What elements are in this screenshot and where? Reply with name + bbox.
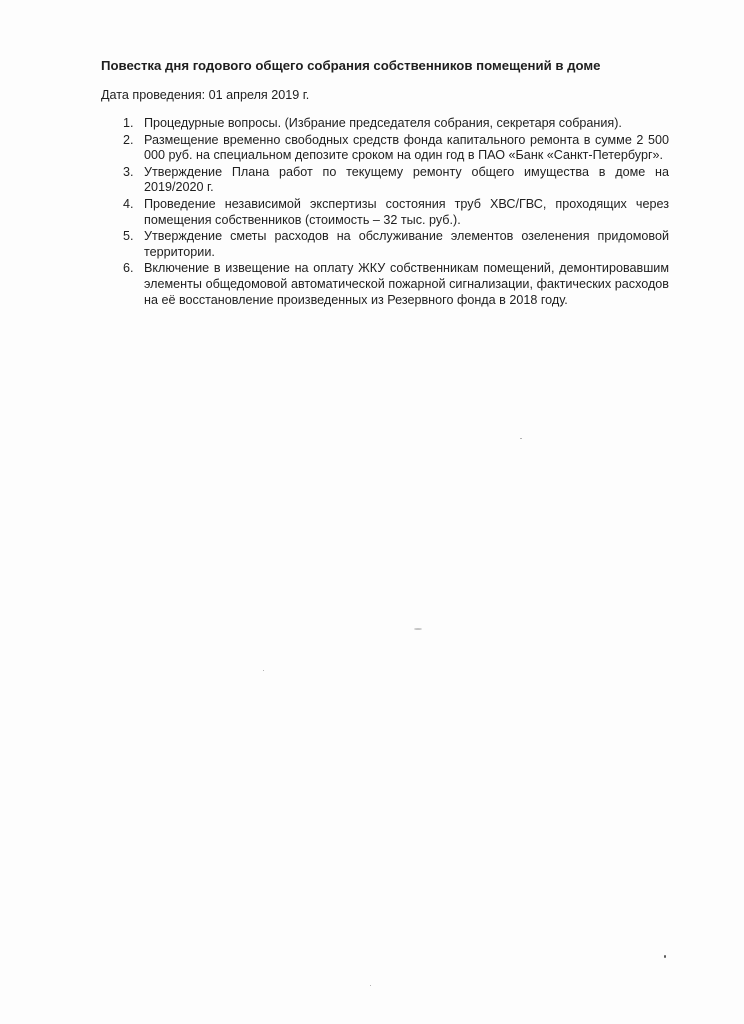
agenda-item-text: Утверждение Плана работ по текущему ремонту общего имущества в доме на 2019/2020 г. xyxy=(144,164,669,195)
agenda-item-text: Включение в извещение на оплату ЖКУ собственникам помещений, демонтировавшим элементы общедомовой автоматической пожарной сигнализации, фактических расходов на её восстановление произведенных из Резервного фонда в 2018 году. xyxy=(144,261,669,307)
agenda-item xyxy=(101,197,669,228)
agenda-item-text: Процедурные вопросы. (Избрание председателя собрания, секретаря собрания). xyxy=(144,116,622,130)
agenda-item-number: 1. xyxy=(123,116,134,130)
scan-speck xyxy=(520,438,522,439)
meeting-date: Дата проведения: 01 апреля 2019 г. xyxy=(101,88,310,102)
agenda-item-number: 4. xyxy=(123,196,134,211)
agenda-item-text: Утверждение сметы расходов на обслуживание элементов озеленения придомовой территории. xyxy=(144,229,669,259)
agenda-item-number: 3. xyxy=(123,164,134,179)
scan-speck xyxy=(263,670,264,671)
agenda-item xyxy=(101,133,669,164)
agenda-item-text: Проведение независимой экспертизы состояния труб ХВС/ГВС, проходящих через помещения собственников (стоимость – 32 тыс. руб.). xyxy=(144,196,669,227)
document-title: Повестка дня годового общего собрания собственников помещений в доме xyxy=(101,58,601,73)
agenda-list xyxy=(101,116,669,309)
scan-speck xyxy=(370,985,371,986)
agenda-item xyxy=(101,261,669,308)
agenda-item xyxy=(101,165,669,196)
agenda-item-number: 6. xyxy=(123,261,134,276)
agenda-item xyxy=(101,229,669,260)
agenda-item xyxy=(101,116,669,132)
agenda-item-text: Размещение временно свободных средств фонда капитального ремонта в сумме 2 500 000 руб. на специальном депозите сроком на один год в ПАО «Банк «Санкт-Петербург». xyxy=(144,132,669,163)
agenda-item-number: 5. xyxy=(123,229,134,244)
agenda-item-number: 2. xyxy=(123,132,134,147)
scan-speck xyxy=(664,955,666,958)
scan-speck xyxy=(414,628,422,630)
